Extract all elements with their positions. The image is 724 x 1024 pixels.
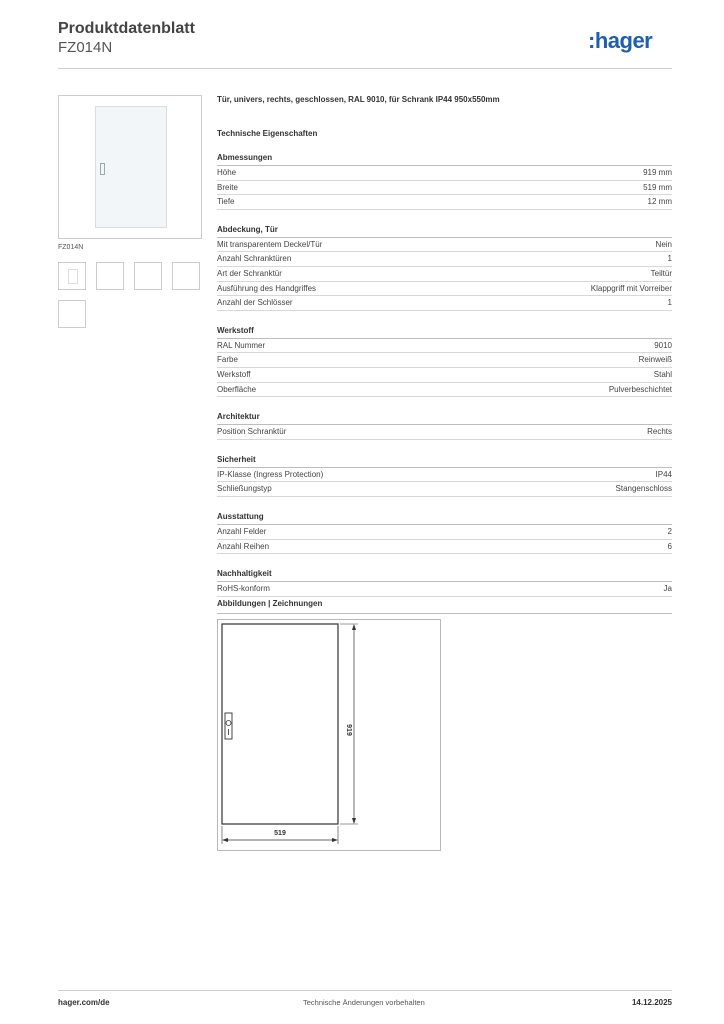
thumbnail-5[interactable]: [58, 300, 86, 328]
spec-label: Mit transparentem Deckel/Tür: [217, 239, 323, 249]
spec-value: Stangenschloss: [615, 484, 672, 494]
spec-row: [217, 582, 672, 597]
spec-row: [217, 195, 672, 210]
drawings-title: Abbildungen | Zeichnungen: [217, 599, 323, 608]
spec-row: [217, 166, 672, 181]
spec-value: 519 mm: [643, 182, 672, 192]
spec-label: IP-Klasse (Ingress Protection): [217, 469, 324, 479]
spec-sections: [217, 153, 672, 597]
spec-value: 6: [667, 541, 672, 551]
spec-value: 919 mm: [643, 168, 672, 177]
footer-website-link[interactable]: hager.com/de: [58, 998, 110, 1007]
spec-value: Ja: [663, 584, 672, 594]
spec-value: 2: [667, 526, 672, 536]
spec-label: Anzahl der Schlösser: [217, 298, 293, 308]
spec-value: 1: [667, 254, 672, 264]
product-main-image[interactable]: [58, 95, 202, 239]
spec-row: [217, 296, 672, 311]
spec-row: [217, 339, 672, 354]
spec-row: [217, 353, 672, 368]
spec-label: RAL Nummer: [217, 340, 266, 350]
spec-value: 1: [667, 298, 672, 308]
door-thumb-icon: [68, 269, 78, 284]
spec-label: Position Schranktür: [217, 427, 287, 437]
section-title: Ausstattung: [217, 511, 264, 521]
height-arrow-top: [352, 624, 356, 630]
width-arrow-right: [332, 838, 338, 842]
section-title: Abdeckung, Tür: [217, 224, 278, 234]
spec-row: [217, 540, 672, 555]
spec-row: [217, 468, 672, 483]
spec-label: Tiefe: [217, 197, 235, 207]
spec-row: [217, 282, 672, 297]
spec-label: Höhe: [217, 168, 237, 177]
spec-label: Werkstoff: [217, 369, 251, 379]
thumbnail-1[interactable]: [58, 262, 86, 290]
product-image-caption: FZ014N: [58, 244, 84, 251]
spec-value: Reinweiß: [638, 355, 672, 365]
drawings-divider: [217, 613, 672, 614]
thumbnail-2[interactable]: [96, 262, 124, 290]
spec-row: [217, 238, 672, 253]
spec-value: Nein: [655, 239, 672, 249]
height-dimension-label: 919: [345, 724, 352, 736]
handle-outline: [225, 713, 232, 739]
spec-row: [217, 368, 672, 383]
spec-label: Oberfläche: [217, 384, 257, 394]
page-header: [58, 20, 195, 56]
technical-drawing[interactable]: [217, 619, 441, 851]
tech-properties-title: Technische Eigenschaften: [217, 129, 318, 138]
door-illustration: [95, 106, 167, 228]
spec-value: 12 mm: [647, 197, 672, 207]
spec-label: RoHS-konform: [217, 584, 270, 594]
logo-text: :hager: [588, 28, 653, 53]
spec-value: Teiltür: [650, 268, 672, 278]
spec-row: [217, 525, 672, 540]
spec-row: [217, 267, 672, 282]
spec-label: Anzahl Felder: [217, 526, 267, 536]
spec-value: IP44: [655, 469, 672, 479]
drawing-svg: [218, 620, 440, 850]
product-description: Tür, univers, rechts, geschlossen, RAL 9010, für Schrank IP44 950x550mm: [217, 95, 500, 104]
spec-value: Stahl: [653, 369, 672, 379]
door-handle-icon: [100, 163, 105, 175]
spec-row: [217, 252, 672, 267]
spec-label: Breite: [217, 182, 238, 192]
spec-value: Klappgriff mit Vorreiber: [590, 283, 672, 293]
width-arrow-left: [222, 838, 228, 842]
spec-row: [217, 482, 672, 497]
section-title: Werkstoff: [217, 325, 254, 335]
spec-row: [217, 181, 672, 196]
spec-label: Art der Schranktür: [217, 268, 282, 278]
spec-label: Farbe: [217, 355, 238, 365]
width-dimension-label: 519: [274, 830, 286, 837]
section-title: Nachhaltigkeit: [217, 569, 272, 579]
footer-disclaimer: Technische Änderungen vorbehalten: [303, 998, 425, 1007]
spec-row: [217, 425, 672, 440]
section-title: Abmessungen: [217, 153, 273, 162]
spec-label: Anzahl Reihen: [217, 541, 270, 551]
header-divider: [58, 68, 672, 69]
section-title: Architektur: [217, 412, 260, 422]
height-arrow-bottom: [352, 818, 356, 824]
hager-logo[interactable]: [588, 28, 676, 54]
spec-value: 9010: [654, 340, 672, 350]
product-code: FZ014N: [58, 39, 113, 56]
spec-value: Rechts: [647, 427, 672, 437]
spec-value: Pulverbeschichtet: [608, 384, 672, 394]
door-outline: [222, 624, 338, 824]
thumbnail-3[interactable]: [134, 262, 162, 290]
product-details: [217, 95, 672, 597]
spec-label: Ausführung des Handgriffes: [217, 283, 317, 293]
spec-row: [217, 383, 672, 398]
lock-circle: [226, 721, 231, 726]
section-title: Sicherheit: [217, 454, 256, 464]
thumbnail-4[interactable]: [172, 262, 200, 290]
page-title: Produktdatenblatt: [58, 20, 195, 37]
spec-label: Anzahl Schranktüren: [217, 254, 292, 264]
footer-date: 14.12.2025: [631, 998, 672, 1007]
spec-label: Schließungstyp: [217, 484, 272, 494]
footer-divider: [58, 990, 672, 991]
